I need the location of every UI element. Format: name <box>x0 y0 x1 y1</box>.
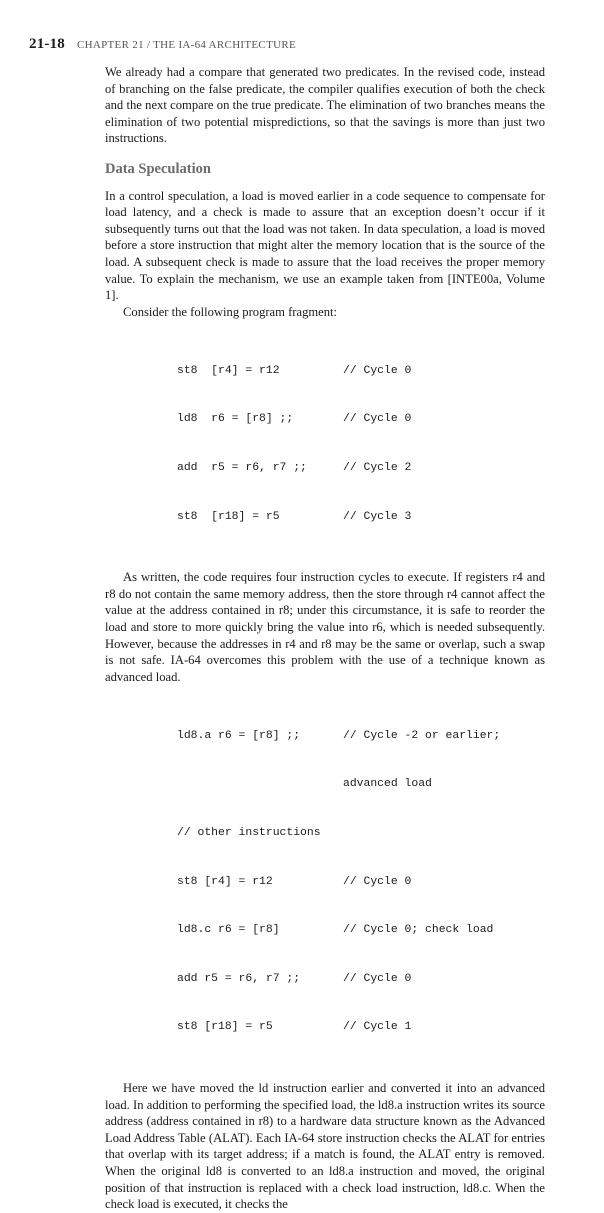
code-line: add r5 = r6, r7 ;; // Cycle 0 <box>177 972 412 985</box>
code-line: add r5 = r6, r7 ;; // Cycle 2 <box>177 461 412 474</box>
code-line: ld8.a r6 = [r8] ;; // Cycle -2 or earlier; <box>177 729 501 742</box>
code-line: st8 [r18] = r5 // Cycle 3 <box>177 510 412 523</box>
section-heading: Data Speculation <box>105 160 211 177</box>
running-head: CHAPTER 21 / THE IA-64 ARCHITECTURE <box>77 39 296 51</box>
code-line: ld8.c r6 = [r8] // Cycle 0; check load <box>177 924 494 937</box>
code-line: st8 [r4] = r12 // Cycle 0 <box>177 364 412 377</box>
code-line: ld8 r6 = [r8] ;; // Cycle 0 <box>177 413 412 426</box>
code-block-advanced-load <box>105 695 545 1068</box>
paragraph-consider: Consider the following program fragment: <box>123 304 338 319</box>
code-line: st8 [r18] = r5 // Cycle 1 <box>177 1021 412 1034</box>
page-number: 21-18 <box>29 36 65 52</box>
code-line: // other instructions <box>177 826 321 839</box>
paragraph-predicates: We already had a compare that generated two predicates. In the revised code, instead of branching on the false predicate, the compiler qualifies execution of both the check and the next compare on the true predicate. The elimination of two branches means the elimination of two potential mispredictions, so that the savings is more than just two instructions. <box>105 65 545 146</box>
code-line-continuation: advanced load <box>343 778 432 791</box>
page-header <box>29 36 296 53</box>
paragraph-data-speculation: In a control speculation, a load is moved earlier in a code sequence to compensate for load latency, and a check is made to assure that an exception doesn’t occur if it subsequently turns out that the load was not taken. In data speculation, a load is moved before a store instruction that might alter the memory location that is the source of the load. A subsequent check is made to assure that the load receives the proper memory value. To explain the mechanism, we use an example taken from [INTE00a, Volume 1]. <box>105 188 545 303</box>
code-block-fragment <box>105 330 545 557</box>
paragraph-as-written: As written, the code requires four instruction cycles to execute. If registers r4 and r8 do not contain the same memory address, then the store through r4 cannot affect the value at the address contained in r8; under this circumstance, it is safe to reorder the load and store to more quickly bring the value into r6, which is needed subsequently. However, because the addresses in r4 and r8 may be the same or overlap, such a swap is not safe. IA-64 overcomes this problem with the use of a technique known as advanced load. <box>105 570 545 684</box>
paragraph-alat: Here we have moved the ld instruction earlier and converted it into an advanced load. In addition to performing the specified load, the ld8.a instruction writes its source address (address contained in r8) to a hardware data structure known as the Advanced Load Address Table (ALAT). Each IA-64 store instruction checks the ALAT for entries that overlap with its target address; if a match is found, the ALAT entry is removed. When the original ld8 is converted to an ld8.a instruction and moved, the original position of that instruction is replaced with a check load instruction, ld8.c. When the check load is executed, it checks the <box>105 1080 545 1212</box>
page-body <box>105 64 545 1213</box>
code-line: st8 [r4] = r12 // Cycle 0 <box>177 875 412 888</box>
